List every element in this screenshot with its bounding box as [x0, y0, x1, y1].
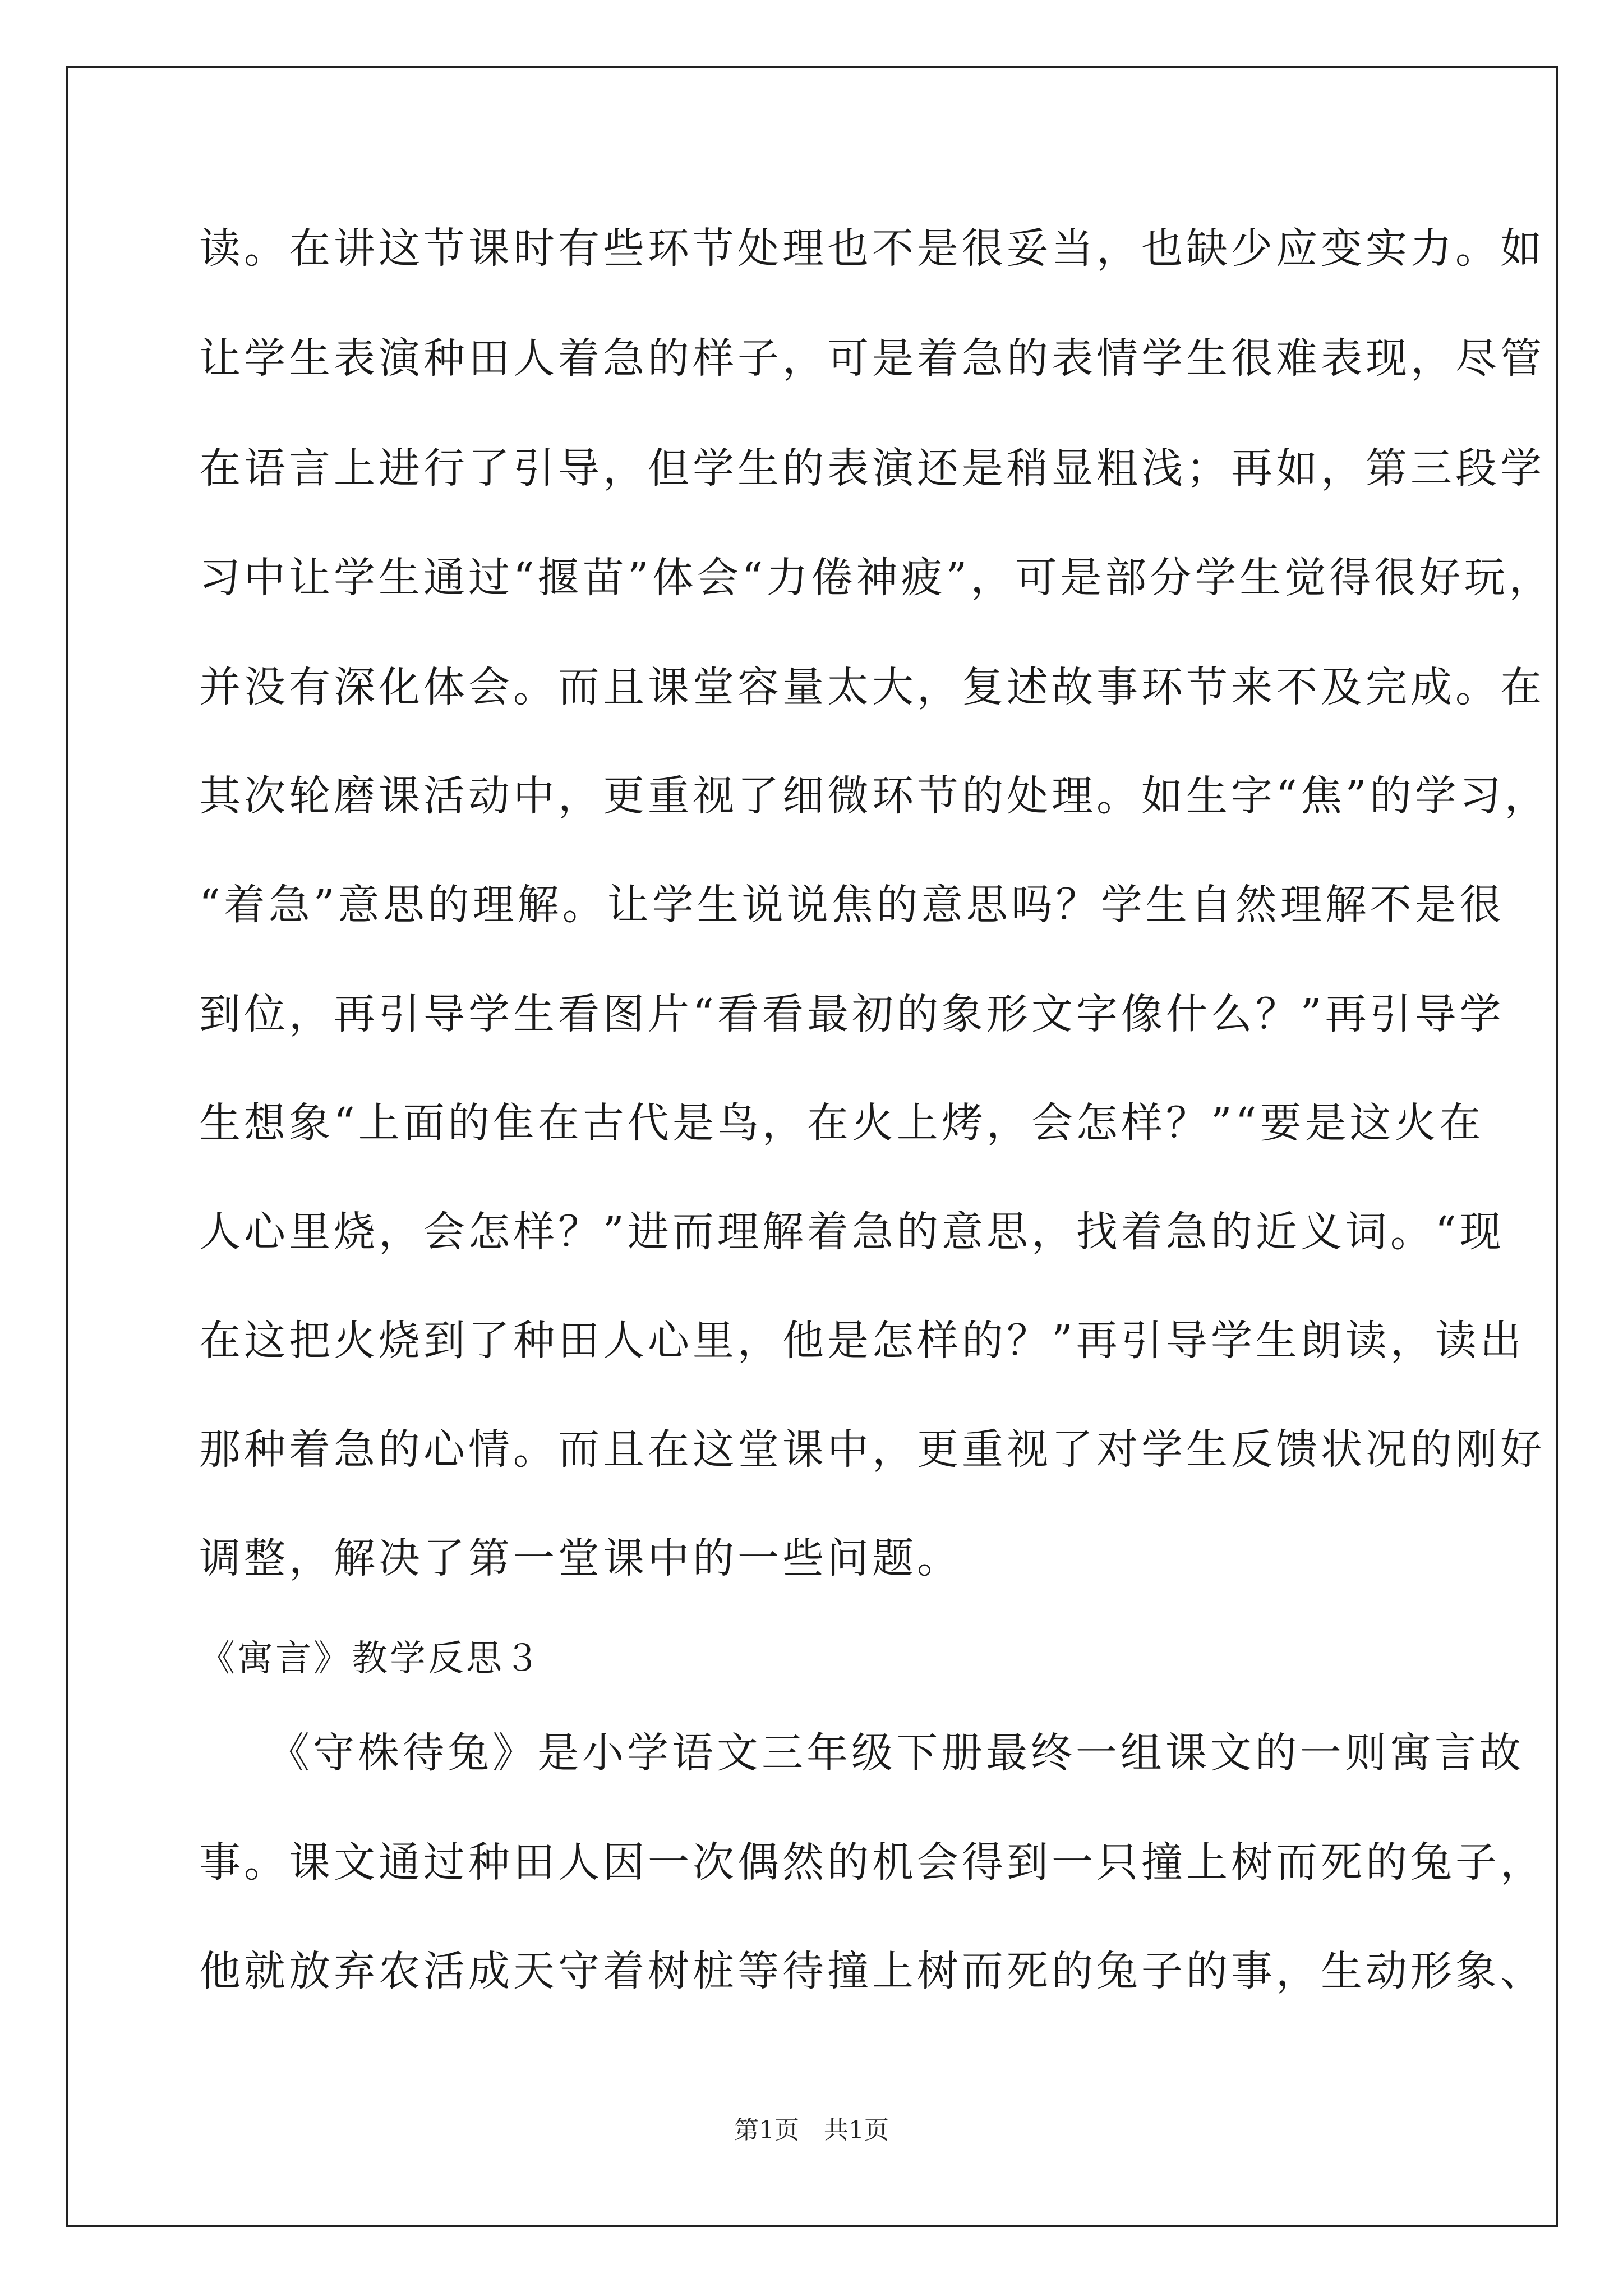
body-line: 习中让学生通过“揠苗”体会“力倦神疲”，可是部分学生觉得很好玩， [199, 554, 1554, 602]
body-line: “着急”意思的理解。让学生说说焦的意思吗？学生自然理解不是很 [199, 881, 1505, 929]
page-total: 共1页 [824, 2116, 889, 2145]
body-line: 那种着急的心情。而且在这堂课中，更重视了对学生反馈状况的刚好 [199, 1425, 1545, 1474]
body-line: 他就放弃农活成天守着树桩等待撞上树而死的兔子的事，生动形象、 [199, 1947, 1545, 1995]
body-line: 读。在讲这节课时有些环节处理也不是很妥当，也缺少应变实力。如 [199, 224, 1545, 273]
body-line: 《守株待兔》是小学语文三年级下册最终一组课文的一则寓言故 [199, 1729, 1524, 1777]
body-line: 人心里烧，会怎样？”进而理解着急的意思，找着急的近义词。“现 [199, 1208, 1505, 1256]
body-line: 在语言上进行了引导，但学生的表演还是稍显粗浅；再如，第三段学 [199, 444, 1545, 493]
body-line: 并没有深化体会。而且课堂容量太大，复述故事环节来不及完成。在 [199, 663, 1545, 711]
body-line: 在这把火烧到了种田人心里，他是怎样的？”再引导学生朗读，读出 [199, 1317, 1525, 1365]
section-heading: 《寓言》教学反思３ [199, 1638, 542, 1680]
body-line: 事。课文通过种田人因一次偶然的机会得到一只撞上树而死的兔子， [199, 1838, 1545, 1887]
body-line: 到位，再引导学生看图片“看看最初的象形文字像什么？”再引导学 [199, 990, 1505, 1038]
body-line: 调整，解决了第一堂课中的一些问题。 [199, 1534, 962, 1582]
page-footer [0, 2115, 1623, 2146]
page-number: 第1页 [734, 2116, 799, 2145]
body-line: 让学生表演种田人着急的样子，可是着急的表情学生很难表现，尽管 [199, 334, 1545, 383]
body-line: 其次轮磨课活动中，更重视了细微环节的处理。如生字“焦”的学习， [199, 772, 1550, 820]
body-line: 生想象“上面的隹在古代是鸟，在火上烤，会怎样？”“要是这火在 [199, 1099, 1484, 1147]
